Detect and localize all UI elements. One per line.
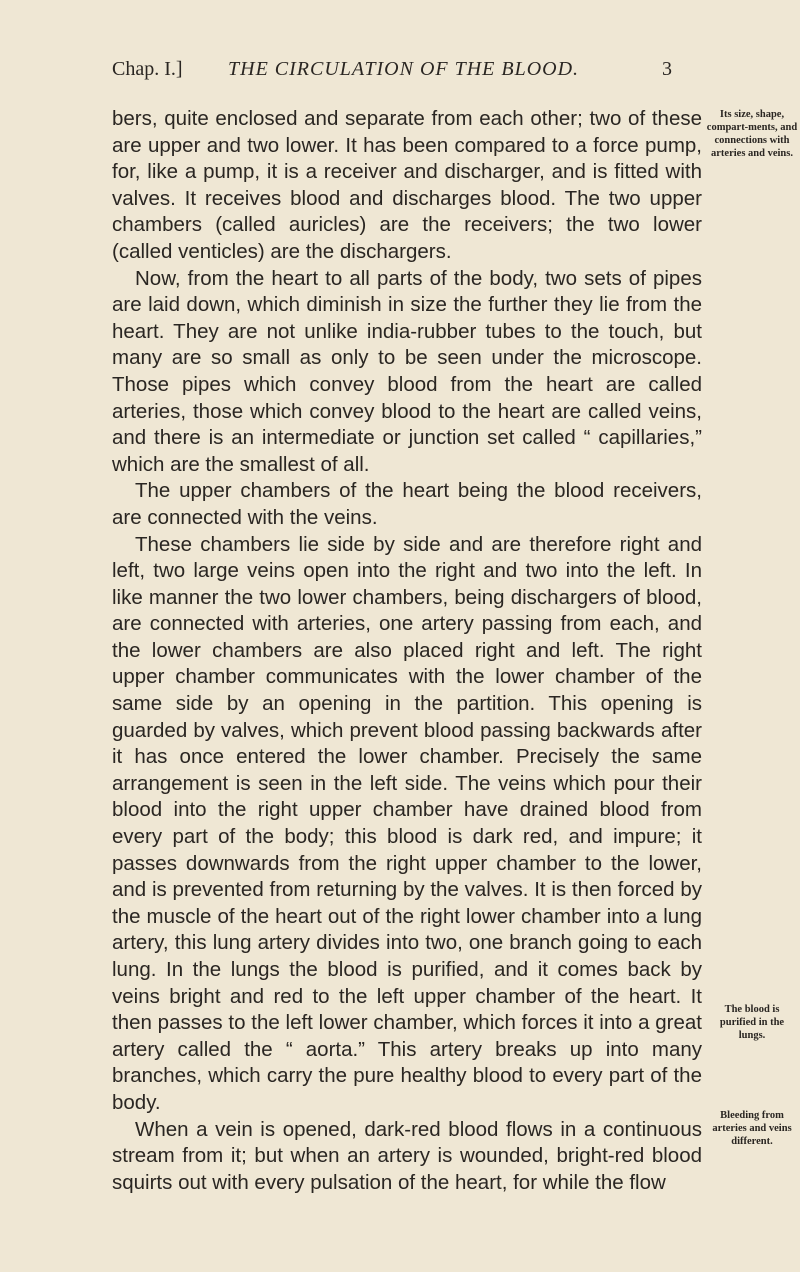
running-title: THE CIRCULATION OF THE BLOOD. — [228, 58, 580, 80]
paragraph: bers, quite enclosed and separate from each other; two of these are upper and two lower. It has been compared to a force pump, for, like a pump, it is a receiver and discharger, and is fitted with valves. It receives blood and discharges blood. The two upper chambers (called auricles) are the receivers; the two lower (called venticles) are the dischargers. — [112, 107, 702, 263]
chapter-label: Chap. I.] — [112, 58, 183, 80]
page-number: 3 — [662, 58, 672, 80]
margin-note: Its size, shape, compart-ments, and connections with arteries and veins. — [706, 109, 798, 159]
paragraph: When a vein is opened, dark-red blood flows in a continuous stream from it; but when an artery is wounded, bright-red blood squirts out with every pulsation of the heart, for while the flow — [112, 1117, 702, 1194]
paragraph: These chambers lie side by side and are therefore right and left, two large veins open into the right and two into the left. In like manner the two lower chambers, being dischargers of blood, are connected with arteries, one artery passing from each, and the lower chambers are also placed right and left. The right upper chamber communicates with the lower chamber of the same side by an opening in the partition. This opening is guarded by valves, which prevent blood passing backwards after it has once entered the lower chamber. Precisely the same arrangement is seen in the left side. The veins which pour their blood into the right upper chamber have drained blood from every part of the body; this blood is dark red, and impure; it passes downwards from the right upper chamber to the lower, and is prevented from returning by the valves. It is then forced by the muscle of the heart out of the right lower chamber into a lung artery, this lung artery divides into two, one branch going to each lung. In the lungs the blood is purified, and it comes back by veins bright and red to the left upper chamber of the heart. It then passes to the left lower chamber, which forces it into a great artery called the “ aorta.” This artery breaks up into many branches, which carry the pure healthy blood to every part of the body. — [112, 532, 702, 1114]
paragraph: The upper chambers of the heart being the blood receivers, are connected with the veins. — [112, 479, 702, 529]
margin-note: Bleeding from arteries and veins different. — [712, 1110, 792, 1147]
margin-note: The blood is purified in the lungs. — [719, 1004, 785, 1041]
body-text — [112, 106, 702, 1196]
paragraph: Now, from the heart to all parts of the body, two sets of pipes are laid down, which diminish in size the further they lie from the heart. They are not unlike india-rubber tubes to the touch, but many are so small as only to be seen under the microscope. Those pipes which convey blood from the heart are called arteries, those which convey blood to the heart are called veins, and there is an intermediate or junction set called “ capillaries,” which are the smallest of all. — [112, 266, 702, 476]
running-header — [112, 58, 672, 84]
